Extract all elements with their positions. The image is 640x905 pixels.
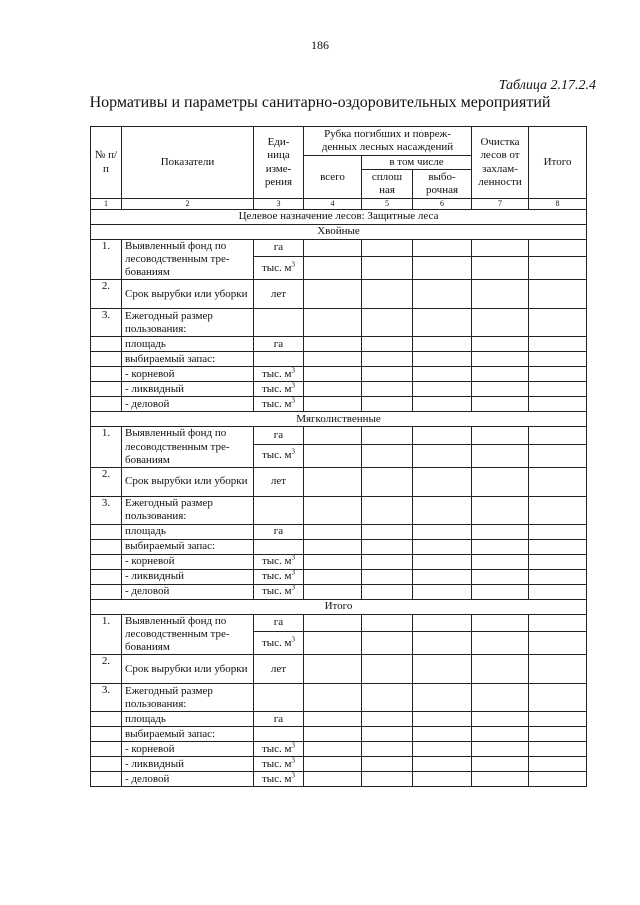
empty-cell (362, 467, 413, 496)
empty-cell (362, 309, 413, 337)
empty-cell (362, 614, 413, 631)
empty-cell (472, 772, 529, 787)
empty-cell (304, 742, 362, 757)
empty-cell (472, 614, 529, 631)
column-number: 8 (529, 199, 587, 210)
empty-cell (472, 427, 529, 444)
empty-cell (304, 337, 362, 352)
empty-cell (413, 569, 472, 584)
row-number (91, 397, 122, 412)
table-title: Нормативы и параметры санитарно-оздоровительных мероприятий (89, 94, 551, 111)
unit-cell: тыс. $м^3$ (254, 257, 304, 280)
empty-cell (413, 337, 472, 352)
row-number (91, 352, 122, 367)
empty-cell (529, 772, 587, 787)
empty-cell (362, 239, 413, 256)
empty-cell (529, 367, 587, 382)
unit-cell: га (254, 614, 304, 631)
empty-cell (529, 352, 587, 367)
indicator-cell: Ежегодный размер пользования: (122, 684, 254, 712)
indicator-cell: выбираемый запас: (122, 352, 254, 367)
empty-cell (529, 397, 587, 412)
indicator-cell: Срок вырубки или уборки (122, 467, 254, 496)
empty-cell (529, 684, 587, 712)
empty-cell (472, 397, 529, 412)
header-selective-felling: выбо-рочная (413, 170, 472, 199)
column-number: 4 (304, 199, 362, 210)
row-number (91, 524, 122, 539)
empty-cell (362, 524, 413, 539)
indicator-cell: - ликвидный (122, 757, 254, 772)
empty-cell (413, 614, 472, 631)
empty-cell (413, 554, 472, 569)
forest-purpose-row: Целевое назначение лесов: Защитные леса (91, 209, 587, 224)
unit-cell: тыс. $м^3$ (254, 444, 304, 467)
empty-cell (304, 397, 362, 412)
unit-cell: тыс. $м^3$ (254, 382, 304, 397)
header-indicator: Показатели (122, 127, 254, 199)
page-number: 186 (311, 38, 329, 52)
indicator-cell: площадь (122, 712, 254, 727)
empty-cell (413, 539, 472, 554)
empty-cell (304, 684, 362, 712)
empty-cell (362, 742, 413, 757)
empty-cell (413, 727, 472, 742)
group-title-row: Итого (91, 599, 587, 614)
unit-cell: лет (254, 467, 304, 496)
empty-cell (413, 257, 472, 280)
unit-cell: тыс. $м^3$ (254, 632, 304, 655)
empty-cell (304, 352, 362, 367)
header-num: № п/п (91, 127, 122, 199)
empty-cell (472, 569, 529, 584)
empty-cell (529, 337, 587, 352)
empty-cell (304, 554, 362, 569)
row-number (91, 367, 122, 382)
unit-cell (254, 684, 304, 712)
empty-cell (413, 684, 472, 712)
empty-cell (362, 584, 413, 599)
row-number: 2. (91, 467, 122, 496)
empty-cell (304, 444, 362, 467)
unit-cell (254, 352, 304, 367)
header-felling-group: Рубка погибших и повреж-денных лесных насаждений (304, 127, 472, 156)
empty-cell (529, 309, 587, 337)
empty-cell (304, 727, 362, 742)
indicator-cell: - деловой (122, 397, 254, 412)
header-unit: Еди-ница изме-рения (254, 127, 304, 199)
empty-cell (472, 632, 529, 655)
indicator-cell: - ликвидный (122, 382, 254, 397)
empty-cell (413, 584, 472, 599)
empty-cell (413, 496, 472, 524)
empty-cell (304, 382, 362, 397)
empty-cell (529, 239, 587, 256)
row-number: 3. (91, 496, 122, 524)
row-number: 1. (91, 427, 122, 468)
empty-cell (472, 524, 529, 539)
empty-cell (472, 444, 529, 467)
empty-cell (529, 382, 587, 397)
empty-cell (472, 684, 529, 712)
sanitary-measures-table (90, 126, 587, 787)
unit-cell: тыс. $м^3$ (254, 554, 304, 569)
row-number (91, 539, 122, 554)
empty-cell (413, 467, 472, 496)
empty-cell (362, 655, 413, 684)
empty-cell (529, 569, 587, 584)
empty-cell (529, 257, 587, 280)
empty-cell (413, 367, 472, 382)
empty-cell (472, 742, 529, 757)
empty-cell (529, 712, 587, 727)
unit-cell: га (254, 712, 304, 727)
empty-cell (529, 539, 587, 554)
empty-cell (362, 539, 413, 554)
empty-cell (529, 524, 587, 539)
indicator-cell: выбираемый запас: (122, 727, 254, 742)
empty-cell (472, 757, 529, 772)
group-title-row: Хвойные (91, 224, 587, 239)
table-label: Таблица 2.17.2.4 (498, 78, 596, 93)
empty-cell (472, 584, 529, 599)
empty-cell (529, 757, 587, 772)
empty-cell (304, 496, 362, 524)
row-number: 1. (91, 614, 122, 655)
empty-cell (472, 467, 529, 496)
unit-cell: тыс. $м^3$ (254, 584, 304, 599)
unit-cell (254, 727, 304, 742)
unit-cell: тыс. $м^3$ (254, 397, 304, 412)
indicator-cell: площадь (122, 337, 254, 352)
empty-cell (413, 382, 472, 397)
header-clear-felling: сплош ная (362, 170, 413, 199)
empty-cell (529, 496, 587, 524)
column-number: 5 (362, 199, 413, 210)
empty-cell (413, 757, 472, 772)
indicator-cell: Выявленный фонд по лесоводственным тре-бованиям (122, 427, 254, 468)
column-number: 2 (122, 199, 254, 210)
empty-cell (529, 427, 587, 444)
row-number (91, 772, 122, 787)
unit-cell (254, 309, 304, 337)
row-number (91, 337, 122, 352)
empty-cell (304, 569, 362, 584)
indicator-cell: Ежегодный размер пользования: (122, 309, 254, 337)
empty-cell (472, 309, 529, 337)
empty-cell (304, 772, 362, 787)
empty-cell (472, 337, 529, 352)
empty-cell (362, 367, 413, 382)
empty-cell (304, 524, 362, 539)
empty-cell (413, 772, 472, 787)
empty-cell (529, 655, 587, 684)
empty-cell (304, 280, 362, 309)
unit-cell (254, 539, 304, 554)
empty-cell (362, 280, 413, 309)
row-number: 2. (91, 655, 122, 684)
empty-cell (362, 337, 413, 352)
empty-cell (472, 554, 529, 569)
empty-cell (304, 712, 362, 727)
indicator-cell: Выявленный фонд по лесоводственным тре-бованиям (122, 614, 254, 655)
indicator-cell: - корневой (122, 367, 254, 382)
row-number: 3. (91, 684, 122, 712)
empty-cell (362, 382, 413, 397)
empty-cell (472, 382, 529, 397)
column-number: 1 (91, 199, 122, 210)
indicator-cell: Срок вырубки или уборки (122, 655, 254, 684)
empty-cell (362, 712, 413, 727)
empty-cell (304, 539, 362, 554)
empty-cell (472, 655, 529, 684)
indicator-cell: Срок вырубки или уборки (122, 280, 254, 309)
header-total: Итого (529, 127, 587, 199)
empty-cell (413, 397, 472, 412)
empty-cell (362, 427, 413, 444)
row-number: 1. (91, 239, 122, 280)
unit-cell: тыс. $м^3$ (254, 742, 304, 757)
empty-cell (413, 712, 472, 727)
empty-cell (304, 584, 362, 599)
unit-cell: тыс. $м^3$ (254, 772, 304, 787)
indicator-cell: Ежегодный размер пользования: (122, 496, 254, 524)
indicator-cell: - корневой (122, 742, 254, 757)
empty-cell (529, 554, 587, 569)
row-number (91, 584, 122, 599)
empty-cell (362, 352, 413, 367)
empty-cell (529, 280, 587, 309)
empty-cell (362, 554, 413, 569)
unit-cell: тыс. $м^3$ (254, 367, 304, 382)
unit-cell: га (254, 337, 304, 352)
unit-cell: тыс. $м^3$ (254, 757, 304, 772)
empty-cell (304, 467, 362, 496)
row-number: 2. (91, 280, 122, 309)
empty-cell (304, 632, 362, 655)
empty-cell (304, 239, 362, 256)
empty-cell (362, 632, 413, 655)
row-number (91, 727, 122, 742)
unit-cell: лет (254, 655, 304, 684)
empty-cell (362, 397, 413, 412)
empty-cell (304, 757, 362, 772)
empty-cell (529, 467, 587, 496)
row-number (91, 569, 122, 584)
empty-cell (304, 614, 362, 631)
indicator-cell: Выявленный фонд по лесоводственным тре-бованиям (122, 239, 254, 280)
empty-cell (413, 632, 472, 655)
empty-cell (413, 742, 472, 757)
empty-cell (362, 757, 413, 772)
empty-cell (413, 524, 472, 539)
empty-cell (472, 352, 529, 367)
row-number (91, 742, 122, 757)
empty-cell (529, 742, 587, 757)
indicator-cell: - ликвидный (122, 569, 254, 584)
empty-cell (362, 727, 413, 742)
unit-cell: га (254, 427, 304, 444)
column-number: 7 (472, 199, 529, 210)
empty-cell (472, 257, 529, 280)
empty-cell (362, 569, 413, 584)
empty-cell (529, 584, 587, 599)
empty-cell (413, 655, 472, 684)
row-number (91, 554, 122, 569)
empty-cell (472, 712, 529, 727)
empty-cell (362, 444, 413, 467)
empty-cell (362, 772, 413, 787)
indicator-cell: - корневой (122, 554, 254, 569)
empty-cell (529, 632, 587, 655)
empty-cell (472, 239, 529, 256)
empty-cell (413, 427, 472, 444)
unit-cell: лет (254, 280, 304, 309)
empty-cell (304, 427, 362, 444)
empty-cell (362, 496, 413, 524)
empty-cell (413, 444, 472, 467)
empty-cell (304, 257, 362, 280)
indicator-cell: выбираемый запас: (122, 539, 254, 554)
row-number (91, 757, 122, 772)
header-including: в том числе (362, 156, 472, 170)
empty-cell (472, 539, 529, 554)
empty-cell (529, 727, 587, 742)
indicator-cell: площадь (122, 524, 254, 539)
empty-cell (362, 684, 413, 712)
unit-cell (254, 496, 304, 524)
row-number: 3. (91, 309, 122, 337)
unit-cell: тыс. $м^3$ (254, 569, 304, 584)
empty-cell (529, 614, 587, 631)
empty-cell (413, 309, 472, 337)
empty-cell (413, 239, 472, 256)
header-total-felling: всего (304, 156, 362, 199)
empty-cell (304, 367, 362, 382)
empty-cell (472, 727, 529, 742)
empty-cell (304, 309, 362, 337)
unit-cell: га (254, 524, 304, 539)
row-number (91, 712, 122, 727)
unit-cell: га (254, 239, 304, 256)
indicator-cell: - деловой (122, 584, 254, 599)
empty-cell (472, 280, 529, 309)
empty-cell (413, 280, 472, 309)
group-title-row: Мягколиственные (91, 412, 587, 427)
column-number: 6 (413, 199, 472, 210)
header-cleaning: Очистка лесов от захлам-ленности (472, 127, 529, 199)
empty-cell (472, 367, 529, 382)
indicator-cell: - деловой (122, 772, 254, 787)
column-number: 3 (254, 199, 304, 210)
empty-cell (362, 257, 413, 280)
empty-cell (472, 496, 529, 524)
row-number (91, 382, 122, 397)
empty-cell (304, 655, 362, 684)
empty-cell (413, 352, 472, 367)
empty-cell (529, 444, 587, 467)
